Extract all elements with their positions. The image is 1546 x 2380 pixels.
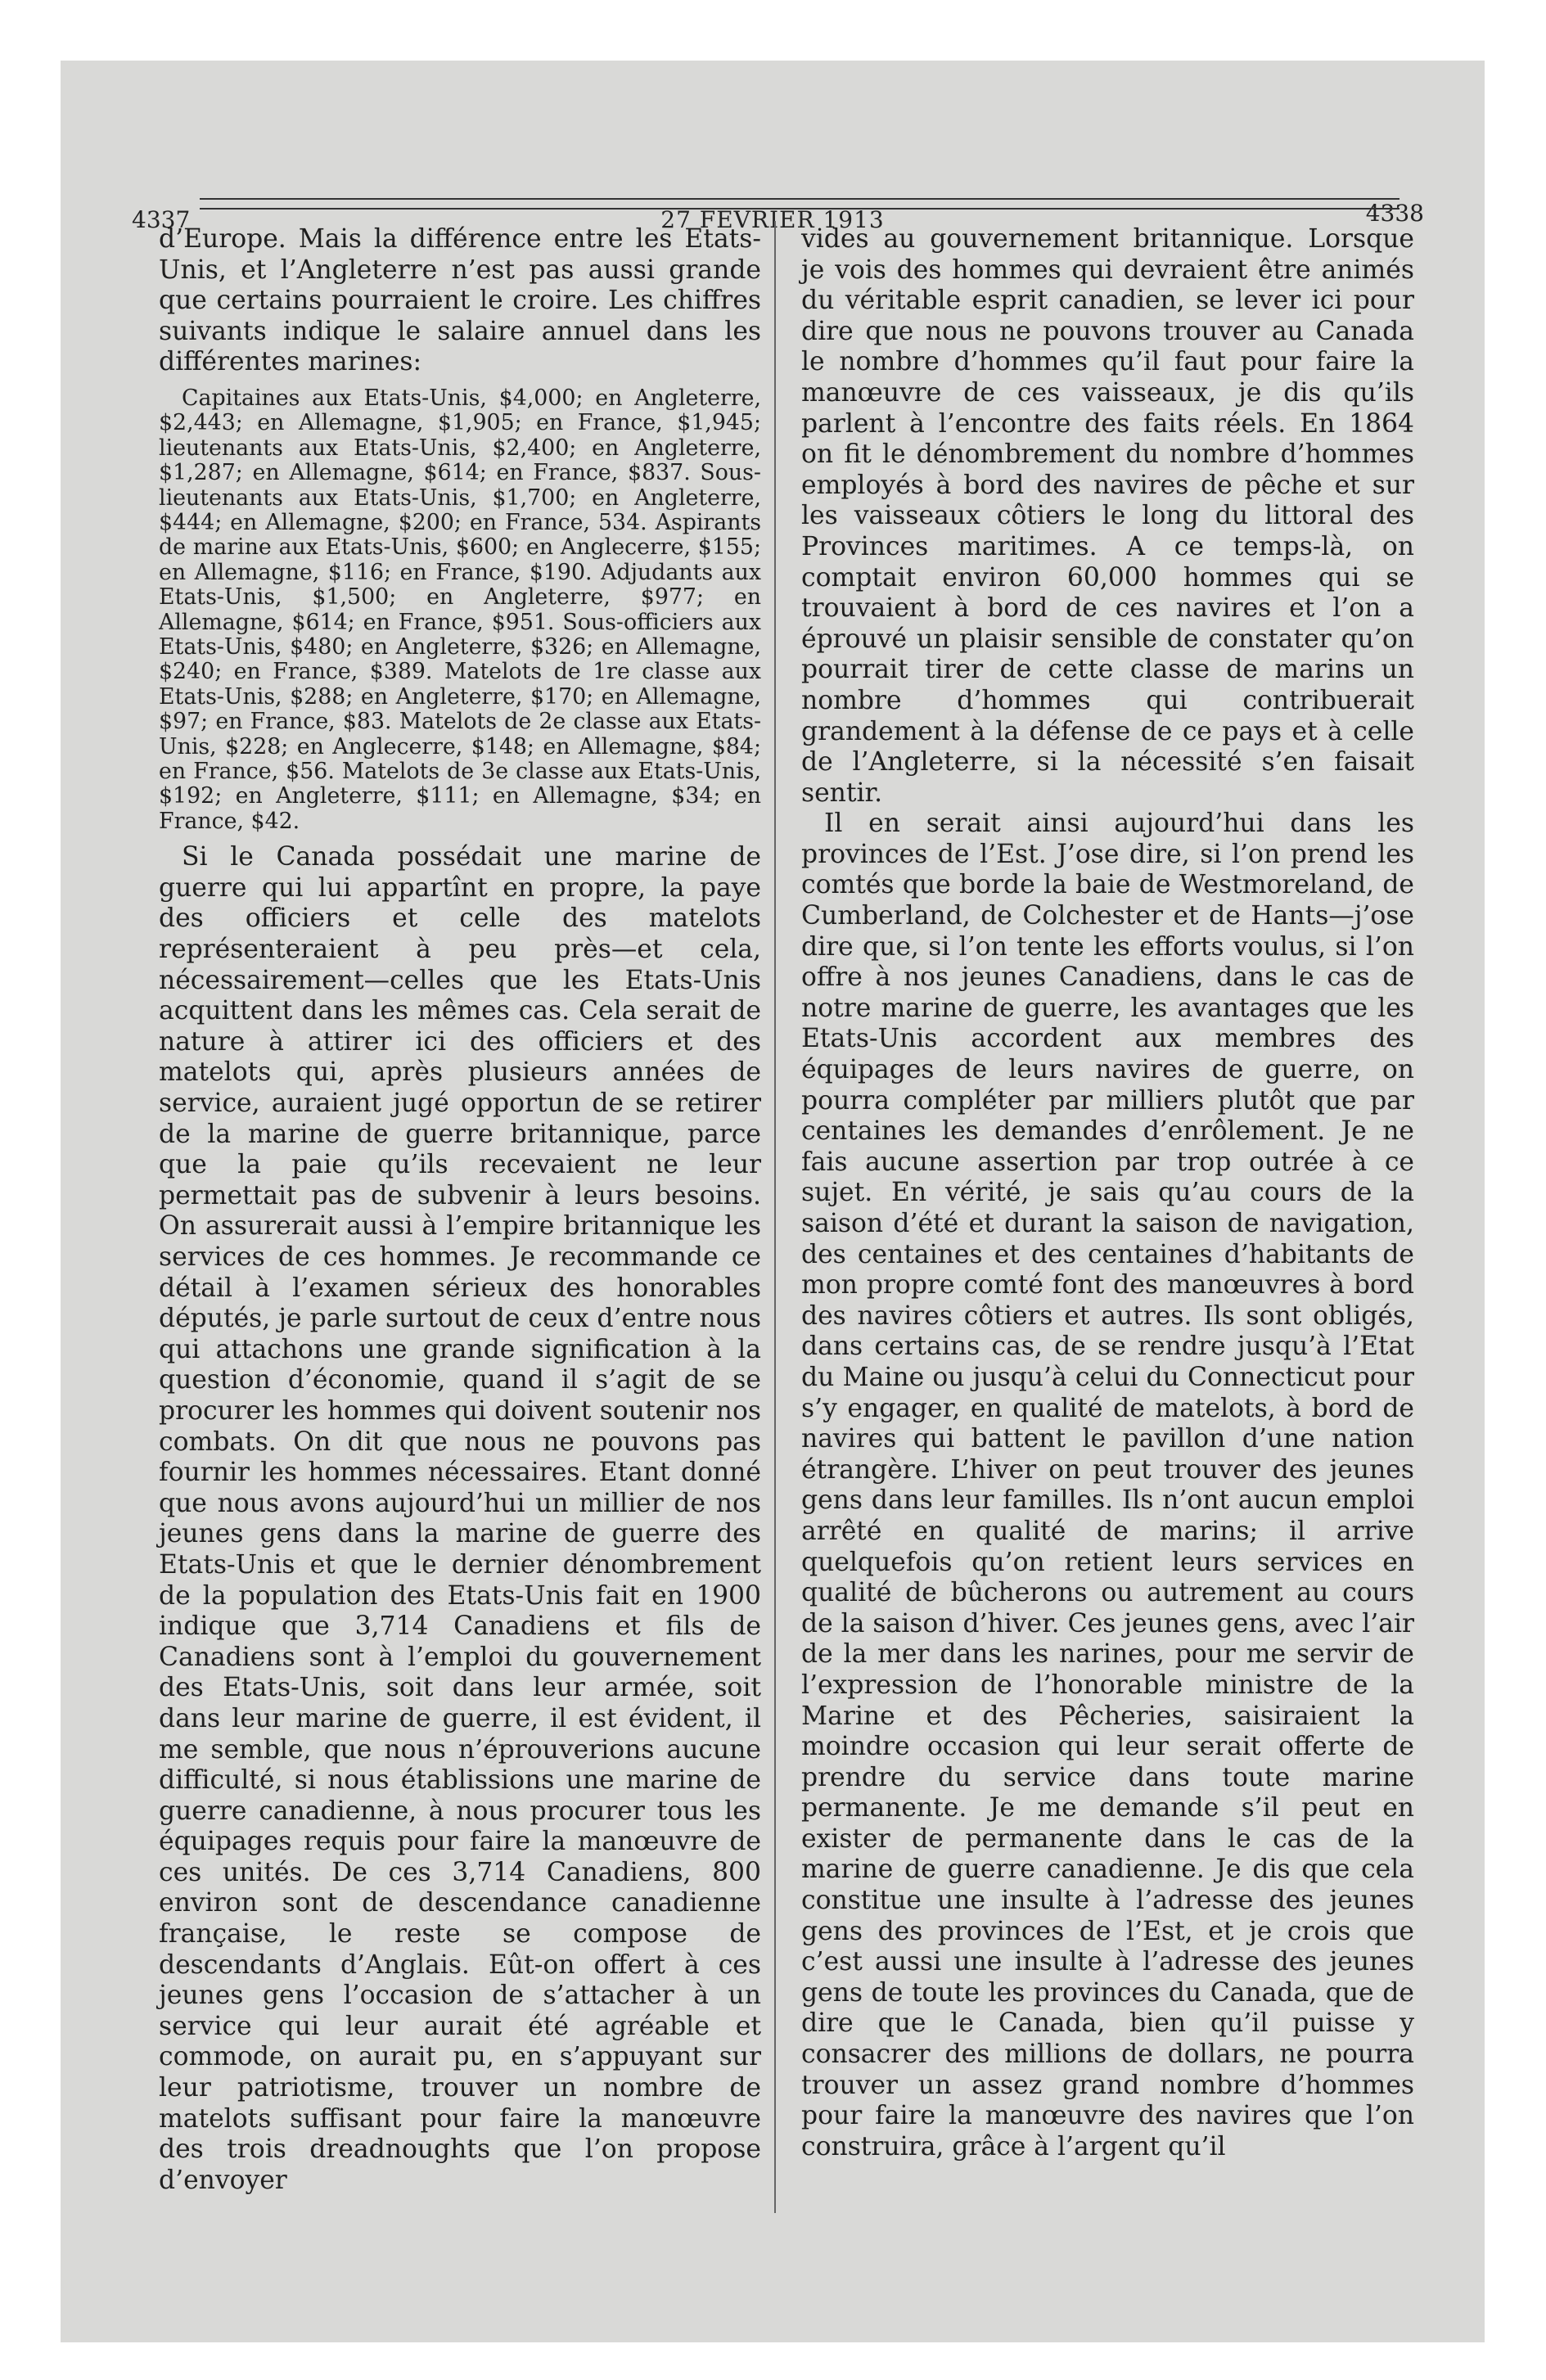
paragraph: vides au gouvernement britannique. Lorsque je vois des hommes qui devraient être animés du véritable esprit canadien, se lever ici pour dire que nous ne pouvons trouver au Canada le nombre d’hommes qu’il faut pour faire la manœuvre de ces vaisseaux, je dis qu’ils parlent à l’encontre des faits réels. En 1864 on fit le dénombrement du nombre d’hommes employés à bord des navires de pêche et sur les vaisseaux côtiers le long du littoral des Provinces maritimes. A ce temps-là, on comptait environ 60,000 hommes qui se trouvaient à bord de ces navires et l’on a éprouvé un plaisir sensible de constater qu’on pourrait tirer de cette classe de marins un nombre d’hommes qui contribuerait grandement à la défense de ce pays et à celle de l’Angleterre, si la nécessité s’en faisait sentir. [801, 224, 1414, 808]
column-divider [774, 221, 776, 2213]
header-rule-bottom [200, 208, 1400, 210]
paragraph: Si le Canada possédait une marine de guerre qui lui appartînt en propre, la paye des officiers et celle des matelots représenteraient à peu près—et cela, nécessairement—celles que les Etats-Unis acquittent dans les mêmes cas. Cela serait de nature à attirer ici des officiers et des matelots qui, après plusieurs années de service, auraient jugé opportun de se retirer de la marine de guerre britannique, parce que la paie qu’ils recevaient ne leur permettait pas de subvenir à leurs besoins. On assurerait aussi à l’empire britannique les services de ces hommes. Je recommande ce détail à l’examen sérieux des honorables députés, je parle surtout de ceux d’entre nous qui attachons une grande signification à la question d’économie, quand il s’agit de se procurer les hommes qui doivent soutenir nos combats. On dit que nous ne pouvons pas fournir les hommes nécessaires. Etant donné que nous avons aujourd’hui un millier de nos jeunes gens dans la marine de guerre des Etats-Unis et que le dernier dénombrement de la population des Etats-Unis fait en 1900 indique que 3,714 Canadiens et fils de Canadiens sont à l’emploi du gouvernement des Etats-Unis, soit dans leur armée, soit dans leur marine de guerre, il est évident, il me semble, que nous n’éprouverions aucune difficulté, si nous établissions une marine de guerre canadienne, à nous procurer tous les équipages requis pour faire la manœuvre de ces unités. De ces 3,714 Canadiens, 800 environ sont de descendance canadienne française, le reste se compose de descendants d’Anglais. Eût-on offert à ces jeunes gens l’occasion de s’attacher à un service qui leur aurait été agréable et commode, on aurait pu, en s’appuyant sur leur patriotisme, trouver un nombre de matelots suffisant pour faire la manœuvre des trois dreadnoughts que l’on propose d’envoyer [159, 842, 761, 2195]
paragraph: d’Europe. Mais la différence entre les Etats-Unis, et l’Angleterre n’est pas aussi grande que certains pourraient le croire. Les chiffres suivants indique le salaire annuel dans les différentes marines: [159, 224, 761, 377]
page-number-right: 4338 [1365, 200, 1424, 227]
left-column [159, 224, 761, 2196]
date-header: 27 FEVRIER 1913 [660, 206, 885, 233]
header-rule-top [200, 198, 1400, 200]
right-column [801, 224, 1414, 2162]
salary-list: Capitaines aux Etats-Unis, $4,000; en Angleterre, $2,443; en Allemagne, $1,905; en France, $1,945; lieutenants aux Etats-Unis, $2,400; en Angleterre, $1,287; en Allemagne, $614; en France, $837. Sous-lieutenants aux Etats-Unis, $1,700; en Angleterre, $444; en Allemagne, $200; en France, 534. Aspirants de marine aux Etats-Unis, $600; en Anglecerre, $155; en Allemagne, $116; en France, $190. Adjudants aux Etats-Unis, $1,500; en Angleterre, $977; en Allemagne, $614; en France, $951. Sous-officiers aux Etats-Unis, $480; en Angleterre, $326; en Allemagne, $240; en France, $389. Matelots de 1re classe aux Etats-Unis, $288; en Angleterre, $170; en Allemagne, $97; en France, $83. Matelots de 2e classe aux Etats-Unis, $228; en Anglecerre, $148; en Allemagne, $84; en France, $56. Matelots de 3e classe aux Etats-Unis, $192; en Angleterre, $111; en Allemagne, $34; en France, $42. [159, 385, 761, 834]
paragraph: Il en serait ainsi aujourd’hui dans les provinces de l’Est. J’ose dire, si l’on prend les comtés que borde la baie de Westmoreland, de Cumberland, de Colchester et de Hants—j’ose dire que, si l’on tente les efforts voulus, si l’on offre à nos jeunes Canadiens, dans le cas de notre marine de guerre, les avantages que les Etats-Unis accordent aux membres des équipages de leurs navires de guerre, on pourra compléter par milliers plutôt que par centaines les demandes d’enrôlement. Je ne fais aucune assertion par trop outrée à ce sujet. En vérité, je sais qu’au cours de la saison d’été et durant la saison de navigation, des centaines et des centaines d’habitants de mon propre comté font des manœuvres à bord des navires côtiers et autres. Ils sont obligés, dans certains cas, de se rendre jusqu’à l’Etat du Maine ou jusqu’à celui du Connecticut pour s’y engager, en qualité de matelots, à bord de navires qui battent le pavillon d’une nation étrangère. L’hiver on peut trouver des jeunes gens dans leur familles. Ils n’ont aucun emploi arrêté en qualité de marins; il arrive quelquefois qu’on retient leurs services en qualité de bûcherons ou autrement au cours de la saison d’hiver. Ces jeunes gens, avec l’air de la mer dans les narines, pour me servir de l’expression de l’honorable ministre de la Marine et des Pêcheries, saisiraient la moindre occasion qui leur serait offerte de prendre du service dans toute marine permanente. Je me demande s’il peut en exister de permanente dans le cas de la marine de guerre canadienne. Je dis que cela constitue une insulte à l’adresse des jeunes gens des provinces de l’Est, et je crois que c’est aussi une insulte à l’adresse des jeunes gens de toute les provinces du Canada, que de dire que le Canada, bien qu’il puisse y consacrer des millions de dollars, ne pourra trouver un assez grand nombre d’hommes pour faire la manœuvre des navires que l’on construira, grâce à l’argent qu’il [801, 809, 1415, 2161]
page-number-left: 4337 [132, 206, 191, 233]
page-header [61, 142, 1485, 233]
scanned-page [61, 61, 1485, 2342]
